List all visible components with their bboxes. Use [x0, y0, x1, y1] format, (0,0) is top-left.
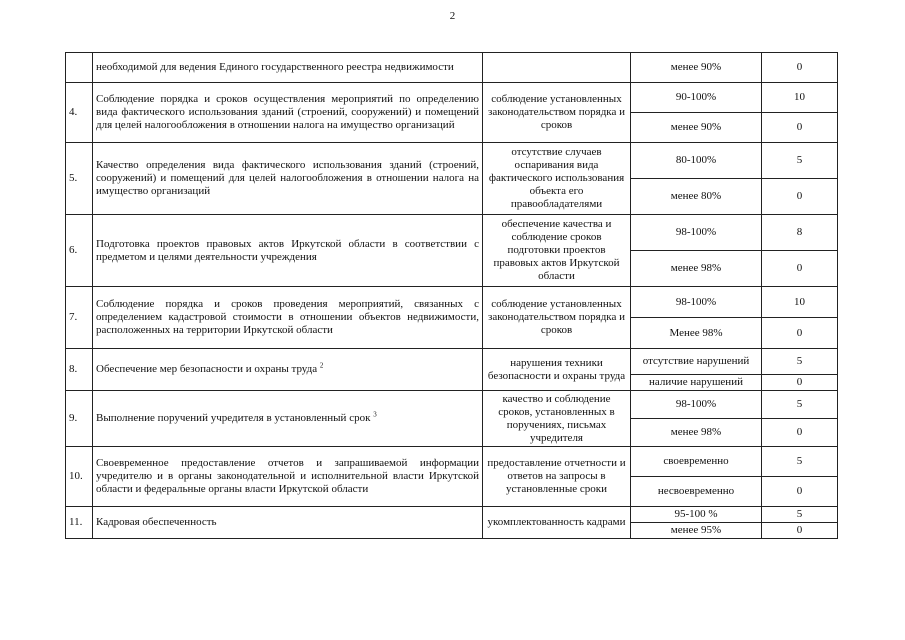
table-row — [66, 215, 838, 251]
criterion: укомплектованность кадрами — [483, 507, 631, 539]
criterion: качество и соблюдение сроков, установленных в поручениях, письмах учредителя — [483, 391, 631, 447]
table-row — [66, 53, 838, 83]
indicator-description — [93, 447, 483, 507]
table-row — [66, 507, 838, 523]
level-value: менее 95% — [631, 523, 762, 539]
indicator-description — [93, 143, 483, 215]
level-value: менее 80% — [631, 179, 762, 215]
footnote-marker: 2 — [319, 361, 324, 370]
level-points: 0 — [762, 419, 838, 447]
level-points: 0 — [762, 318, 838, 349]
level-points: 0 — [762, 113, 838, 143]
level-value: Менее 98% — [631, 318, 762, 349]
row-number: 9. — [66, 391, 93, 447]
indicator-description — [93, 83, 483, 143]
indicator-text: Качество определения вида фактического использования зданий (строений, сооружений) и помещений для целей налогообложения в отношении налога на имущество организаций — [96, 159, 479, 197]
table-row — [66, 83, 838, 113]
level-value: менее 90% — [631, 113, 762, 143]
table-row — [66, 391, 838, 419]
indicator-description — [93, 349, 483, 391]
level-value: своевременно — [631, 447, 762, 477]
indicator-text: Соблюдение порядка и сроков проведения мероприятий, связанных с определением кадастровой стоимости в отношении объектов недвижимости, расположенных на территории Иркутской области — [96, 298, 479, 336]
indicator-description — [93, 287, 483, 349]
criterion: нарушения техники безопасности и охраны труда — [483, 349, 631, 391]
level-points: 10 — [762, 83, 838, 113]
level-points: 5 — [762, 349, 838, 375]
criterion: соблюдение установленных законодательством порядка и сроков — [483, 287, 631, 349]
row-number: 10. — [66, 447, 93, 507]
page-number: 2 — [449, 10, 456, 22]
level-value: 98-100% — [631, 391, 762, 419]
level-value: 95-100 % — [631, 507, 762, 523]
table-row — [66, 143, 838, 179]
indicator-description — [93, 507, 483, 539]
row-number — [66, 53, 93, 83]
criterion: соблюдение установленных законодательством порядка и сроков — [483, 83, 631, 143]
indicator-text: Выполнение поручений учредителя в установленный срок — [96, 412, 371, 424]
criterion — [483, 53, 631, 83]
footnote-marker: 3 — [373, 410, 377, 419]
level-points: 5 — [762, 143, 838, 179]
indicator-description — [93, 53, 483, 83]
indicator-description — [93, 215, 483, 287]
indicator-text: Соблюдение порядка и сроков осуществления мероприятий по определению вида фактического использования зданий (строений, сооружений) и помещений для целей налогообложения в отношении налога на имущество организаций — [96, 93, 479, 131]
row-number: 4. — [66, 83, 93, 143]
row-number: 8. — [66, 349, 93, 391]
level-points: 5 — [762, 447, 838, 477]
level-value: 80-100% — [631, 143, 762, 179]
criterion: обеспечение качества и соблюдение сроков подготовки проектов правовых актов Иркутской области — [483, 215, 631, 287]
indicator-description — [93, 391, 483, 447]
level-value: наличие нарушений — [631, 375, 762, 391]
level-points: 0 — [762, 53, 838, 83]
level-points: 10 — [762, 287, 838, 318]
level-value: 98-100% — [631, 287, 762, 318]
level-points: 8 — [762, 215, 838, 251]
table-row — [66, 349, 838, 375]
criterion: отсутствие случаев оспаривания вида фактического использования объекта его правообладателями — [483, 143, 631, 215]
level-value: менее 98% — [631, 419, 762, 447]
level-value: 98-100% — [631, 215, 762, 251]
level-points: 5 — [762, 391, 838, 419]
indicator-text: Своевременное предоставление отчетов и запрашиваемой информации учредителю и в органы законодательной и исполнительной власти Иркутской области и федеральные органы власти Иркутской области — [96, 457, 479, 495]
criteria-table — [65, 52, 838, 539]
criterion: предоставление отчетности и ответов на запросы в установленные сроки — [483, 447, 631, 507]
indicator-text: Подготовка проектов правовых актов Иркутской области в соответствии с предметом и целями деятельности учреждения — [96, 237, 479, 263]
indicator-text: Обеспечение мер безопасности и охраны труда — [96, 363, 318, 375]
indicator-text: необходимой для ведения Единого государственного реестра недвижимости — [96, 61, 454, 73]
level-value: несвоевременно — [631, 477, 762, 507]
level-value: менее 90% — [631, 53, 762, 83]
level-points: 0 — [762, 251, 838, 287]
table-row — [66, 287, 838, 318]
level-points: 5 — [762, 507, 838, 523]
row-number: 11. — [66, 507, 93, 539]
level-value: отсутствие нарушений — [631, 349, 762, 375]
level-points: 0 — [762, 375, 838, 391]
level-value: 90-100% — [631, 83, 762, 113]
row-number: 6. — [66, 215, 93, 287]
level-points: 0 — [762, 179, 838, 215]
indicator-text: Кадровая обеспеченность — [96, 516, 217, 528]
row-number: 7. — [66, 287, 93, 349]
level-points: 0 — [762, 523, 838, 539]
level-points: 0 — [762, 477, 838, 507]
row-number: 5. — [66, 143, 93, 215]
level-value: менее 98% — [631, 251, 762, 287]
table-row — [66, 447, 838, 477]
